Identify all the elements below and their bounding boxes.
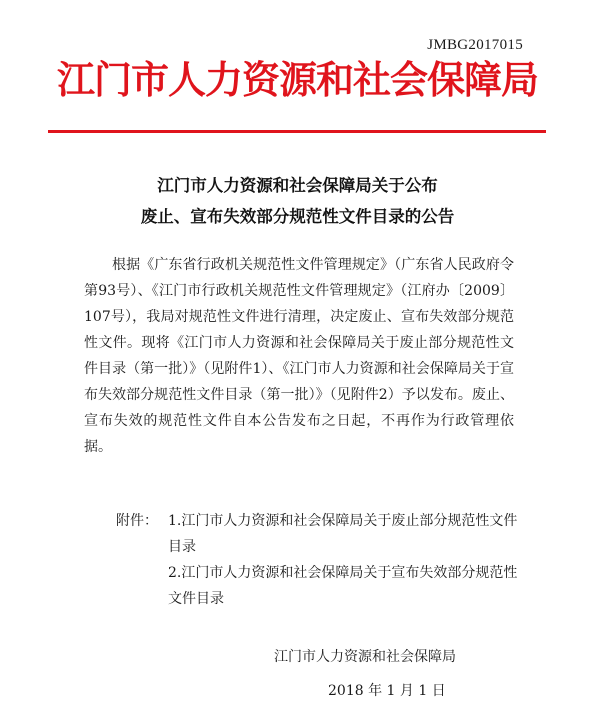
issue-date: 2018 年 1 月 1 日	[328, 683, 446, 699]
notice-title-line-1: 江门市人力资源和社会保障局关于公布	[157, 176, 438, 195]
attachments-label-spacer	[116, 560, 168, 612]
red-divider-line	[48, 130, 546, 133]
attachment-item	[116, 508, 526, 560]
issuer-red-header: 江门市人力资源和社会保障局	[56, 58, 538, 102]
signer-organization: 江门市人力资源和社会保障局	[274, 649, 456, 665]
attachment-item	[116, 560, 526, 612]
document-number: JMBG2017015	[427, 37, 523, 53]
attachments-label: 附件：	[116, 513, 158, 529]
attachments-list	[116, 508, 526, 612]
notice-title	[0, 170, 595, 232]
notice-body	[84, 252, 514, 460]
attachment-2-text: 2.江门市人力资源和社会保障局关于宣布失效部分规范性文件目录	[168, 565, 518, 607]
notice-title-line-2: 废止、宣布失效部分规范性文件目录的公告	[140, 207, 455, 226]
body-paragraph: 根据《广东省行政机关规范性文件管理规定》（广东省人民政府令第93号）、《江门市行政机关规范性文件管理规定》（江府办〔2009〕107号），我局对规范性文件进行清理，决定废止、宣布失效部分规范性文件。现将《江门市人力资源和社会保障局关于废止部分规范性文件目录（第一批）》（见附件1）、《江门市人力资源和社会保障局关于宣布失效部分规范性文件目录（第一批）》（见附件2）予以发布。废止、宣布失效的规范性文件自本公告发布之日起，不再作为行政管理依据。	[84, 257, 514, 455]
attachment-1-text: 1.江门市人力资源和社会保障局关于废止部分规范性文件目录	[168, 513, 518, 555]
